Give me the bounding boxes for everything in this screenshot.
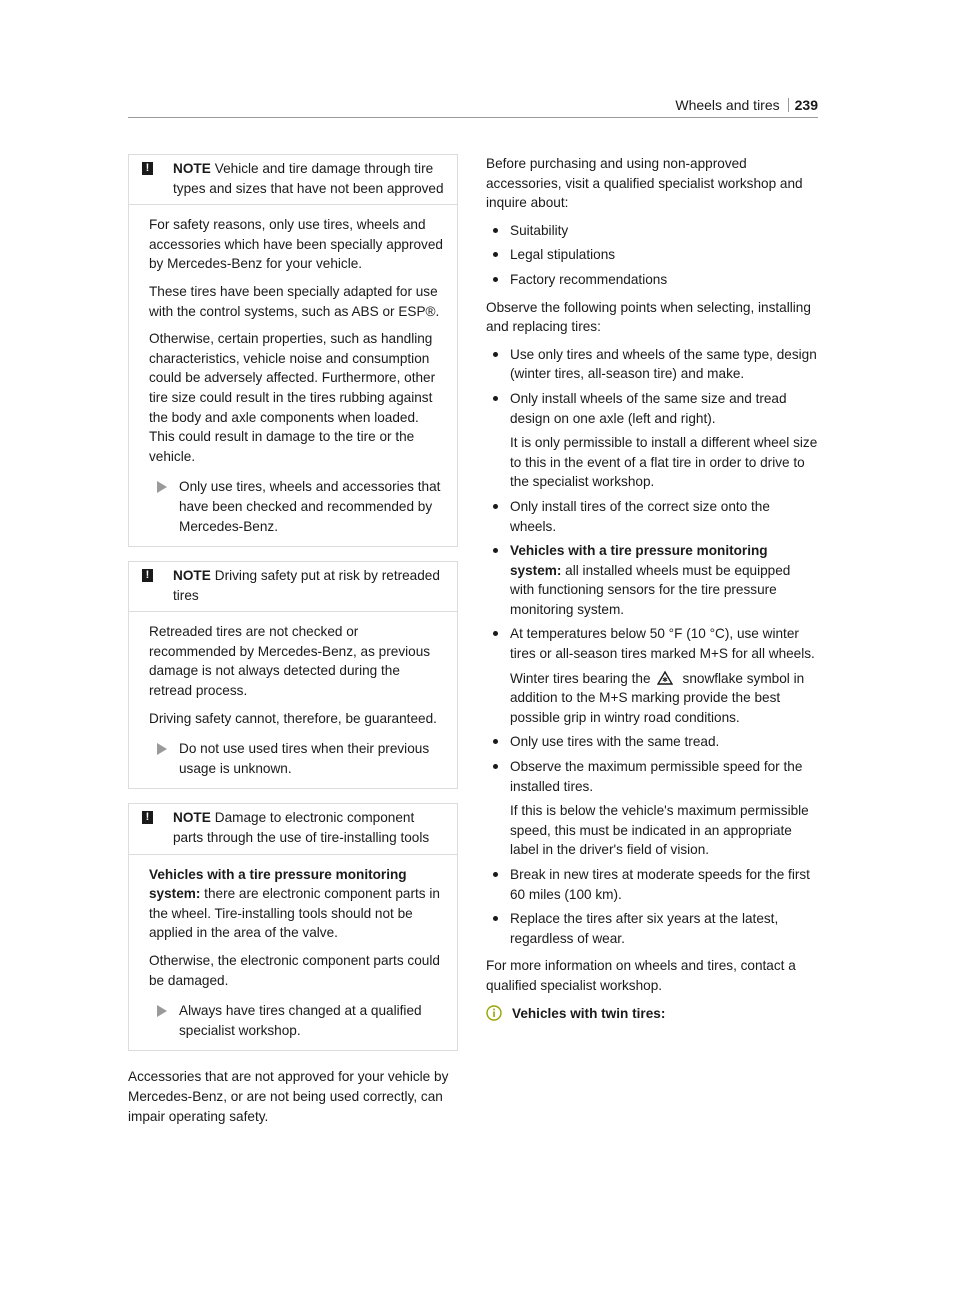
- list-item-text: At temperatures below 50 °F (10 °C), use winter tires or all-season tires marked M+S for all wheels.: [510, 626, 815, 662]
- list-item-text: Only install wheels of the same size and tread design on one axle (left and right).: [510, 390, 787, 426]
- note-action-text: Do not use used tires when their previous usage is unknown.: [179, 741, 430, 776]
- list-item-bold: Vehicles with a tire pressure monitoring system:: [510, 543, 768, 578]
- triangle-bullet-icon: [157, 1005, 167, 1017]
- list-item: Factory recommendations: [486, 270, 818, 290]
- observe-paragraph: Observe the following points when selecting, installing and replacing tires:: [486, 299, 811, 335]
- snowflake-mountain-icon: [657, 671, 673, 685]
- more-info-paragraph: For more information on wheels and tires, contact a qualified specialist workshop.: [486, 958, 796, 993]
- note-body: [129, 612, 457, 788]
- header-separator: [788, 98, 789, 112]
- note-body: [129, 855, 457, 1051]
- list-item: [486, 389, 818, 492]
- snowflake-text-after: snowflake symbol in addition to the M+S marking provide the best possible grip in wintry road conditions.: [510, 670, 805, 725]
- note-box-tire-damage: [128, 154, 458, 547]
- note-label: NOTE: [173, 568, 211, 584]
- exclamation-icon: !: [142, 162, 153, 175]
- triangle-bullet-icon: [157, 481, 167, 493]
- list-item-text: Observe the maximum permissible speed for the installed tires.: [510, 759, 803, 794]
- note-paragraph: [149, 865, 445, 943]
- note-header: [129, 804, 457, 854]
- list-item-text: Replace the tires after six years at the latest, regardless of wear.: [510, 911, 779, 946]
- right-column: [486, 154, 818, 1023]
- note-box-retreaded: [128, 561, 458, 789]
- intro-paragraph: Before purchasing and using non-approved accessories, visit a qualified specialist workshop and inquire about:: [486, 156, 803, 211]
- list-item-text: all installed wheels must be equipped with functioning sensors for the tire pressure monitoring system.: [510, 562, 791, 617]
- left-column: [128, 154, 458, 1126]
- inquire-list: [486, 221, 818, 290]
- list-item-subtext: If this is below the vehicle's maximum permissible speed, this must be indicated in an appropriate label in the driver's field of vision.: [510, 803, 809, 858]
- snowflake-text-before: Winter tires bearing the: [510, 670, 651, 686]
- twin-tires-heading: Vehicles with twin tires:: [512, 1005, 666, 1021]
- list-item-subtext: [510, 669, 818, 728]
- triangle-bullet-icon: [157, 743, 167, 755]
- list-item-text: Only use tires with the same tread.: [510, 734, 720, 750]
- list-item-text: Use only tires and wheels of the same type, design (winter tires, all-season tire) and make.: [510, 346, 817, 382]
- note-title: Driving safety put at risk by retreaded tires: [173, 568, 440, 603]
- list-item: [486, 757, 818, 860]
- note-title: Damage to electronic component parts through the use of tire-installing tools: [173, 810, 430, 846]
- note-paragraph: These tires have been specially adapted for use with the control systems, such as ABS or ESP®.: [149, 283, 440, 319]
- list-item: [486, 732, 818, 752]
- list-item-subtext: It is only permissible to install a different wheel size to this in the event of a flat tire in order to drive to the specialist workshop.: [510, 435, 818, 490]
- list-item: Legal stipulations: [486, 245, 818, 265]
- note-action-text: Always have tires changed at a qualified specialist workshop.: [179, 1003, 422, 1038]
- note-label: NOTE: [173, 810, 211, 826]
- note-action: [149, 477, 445, 536]
- points-list: [486, 345, 818, 949]
- note-paragraph: Otherwise, certain properties, such as handling characteristics, vehicle noise and consumption could be adversely affected. Furthermore, other tire size could result in the tires rubbing against the body and axle components when loaded. This could result in damage to the tire or the vehicle.: [149, 331, 436, 464]
- note-paragraph: Driving safety cannot, therefore, be guaranteed.: [149, 710, 437, 726]
- note-body: [129, 205, 457, 546]
- exclamation-icon: !: [142, 569, 153, 582]
- note-paragraph: Otherwise, the electronic component parts could be damaged.: [149, 953, 440, 988]
- note-title: Vehicle and tire damage through tire types and sizes that have not been approved: [173, 161, 444, 196]
- list-item: [486, 497, 818, 536]
- note-lead-text: there are electronic component parts in the wheel. Tire-installing tools should not be applied in the area of the valve.: [149, 886, 440, 941]
- note-box-electronic: [128, 803, 458, 1051]
- note-action-text: Only use tires, wheels and accessories that have been checked and recommended by Mercedes-Benz.: [179, 479, 441, 534]
- note-label: NOTE: [173, 161, 211, 176]
- list-item: [486, 624, 818, 727]
- note-lead-bold: Vehicles with a tire pressure monitoring system:: [149, 866, 407, 902]
- note-action: [149, 1001, 445, 1040]
- exclamation-icon: !: [142, 811, 153, 824]
- list-item: [486, 541, 818, 619]
- note-action: [149, 739, 445, 778]
- note-header: [129, 155, 457, 205]
- note-paragraph: Retreaded tires are not checked or recommended by Mercedes-Benz, as previous damage is not always detected during the retread process.: [149, 624, 431, 699]
- section-title: Wheels and tires: [675, 97, 780, 113]
- twin-tires-line: [486, 1004, 818, 1024]
- header-rule: [128, 117, 818, 118]
- info-icon: [486, 1005, 502, 1021]
- note-header: [129, 562, 457, 612]
- note-paragraph: For safety reasons, only use tires, wheels and accessories which have been specially approved by Mercedes-Benz for your vehicle.: [149, 217, 443, 272]
- page-header: [652, 96, 818, 116]
- list-item: [486, 909, 818, 948]
- list-item: Suitability: [486, 221, 818, 241]
- accessories-paragraph: Accessories that are not approved for your vehicle by Mercedes-Benz, or are not being used correctly, can impair operating safety.: [128, 1069, 449, 1124]
- list-item-text: Break in new tires at moderate speeds for the first 60 miles (100 km).: [510, 867, 810, 902]
- list-item: [486, 865, 818, 904]
- page-number: 239: [794, 97, 818, 113]
- list-item: [486, 345, 818, 384]
- list-item-text: Only install tires of the correct size onto the wheels.: [510, 498, 770, 534]
